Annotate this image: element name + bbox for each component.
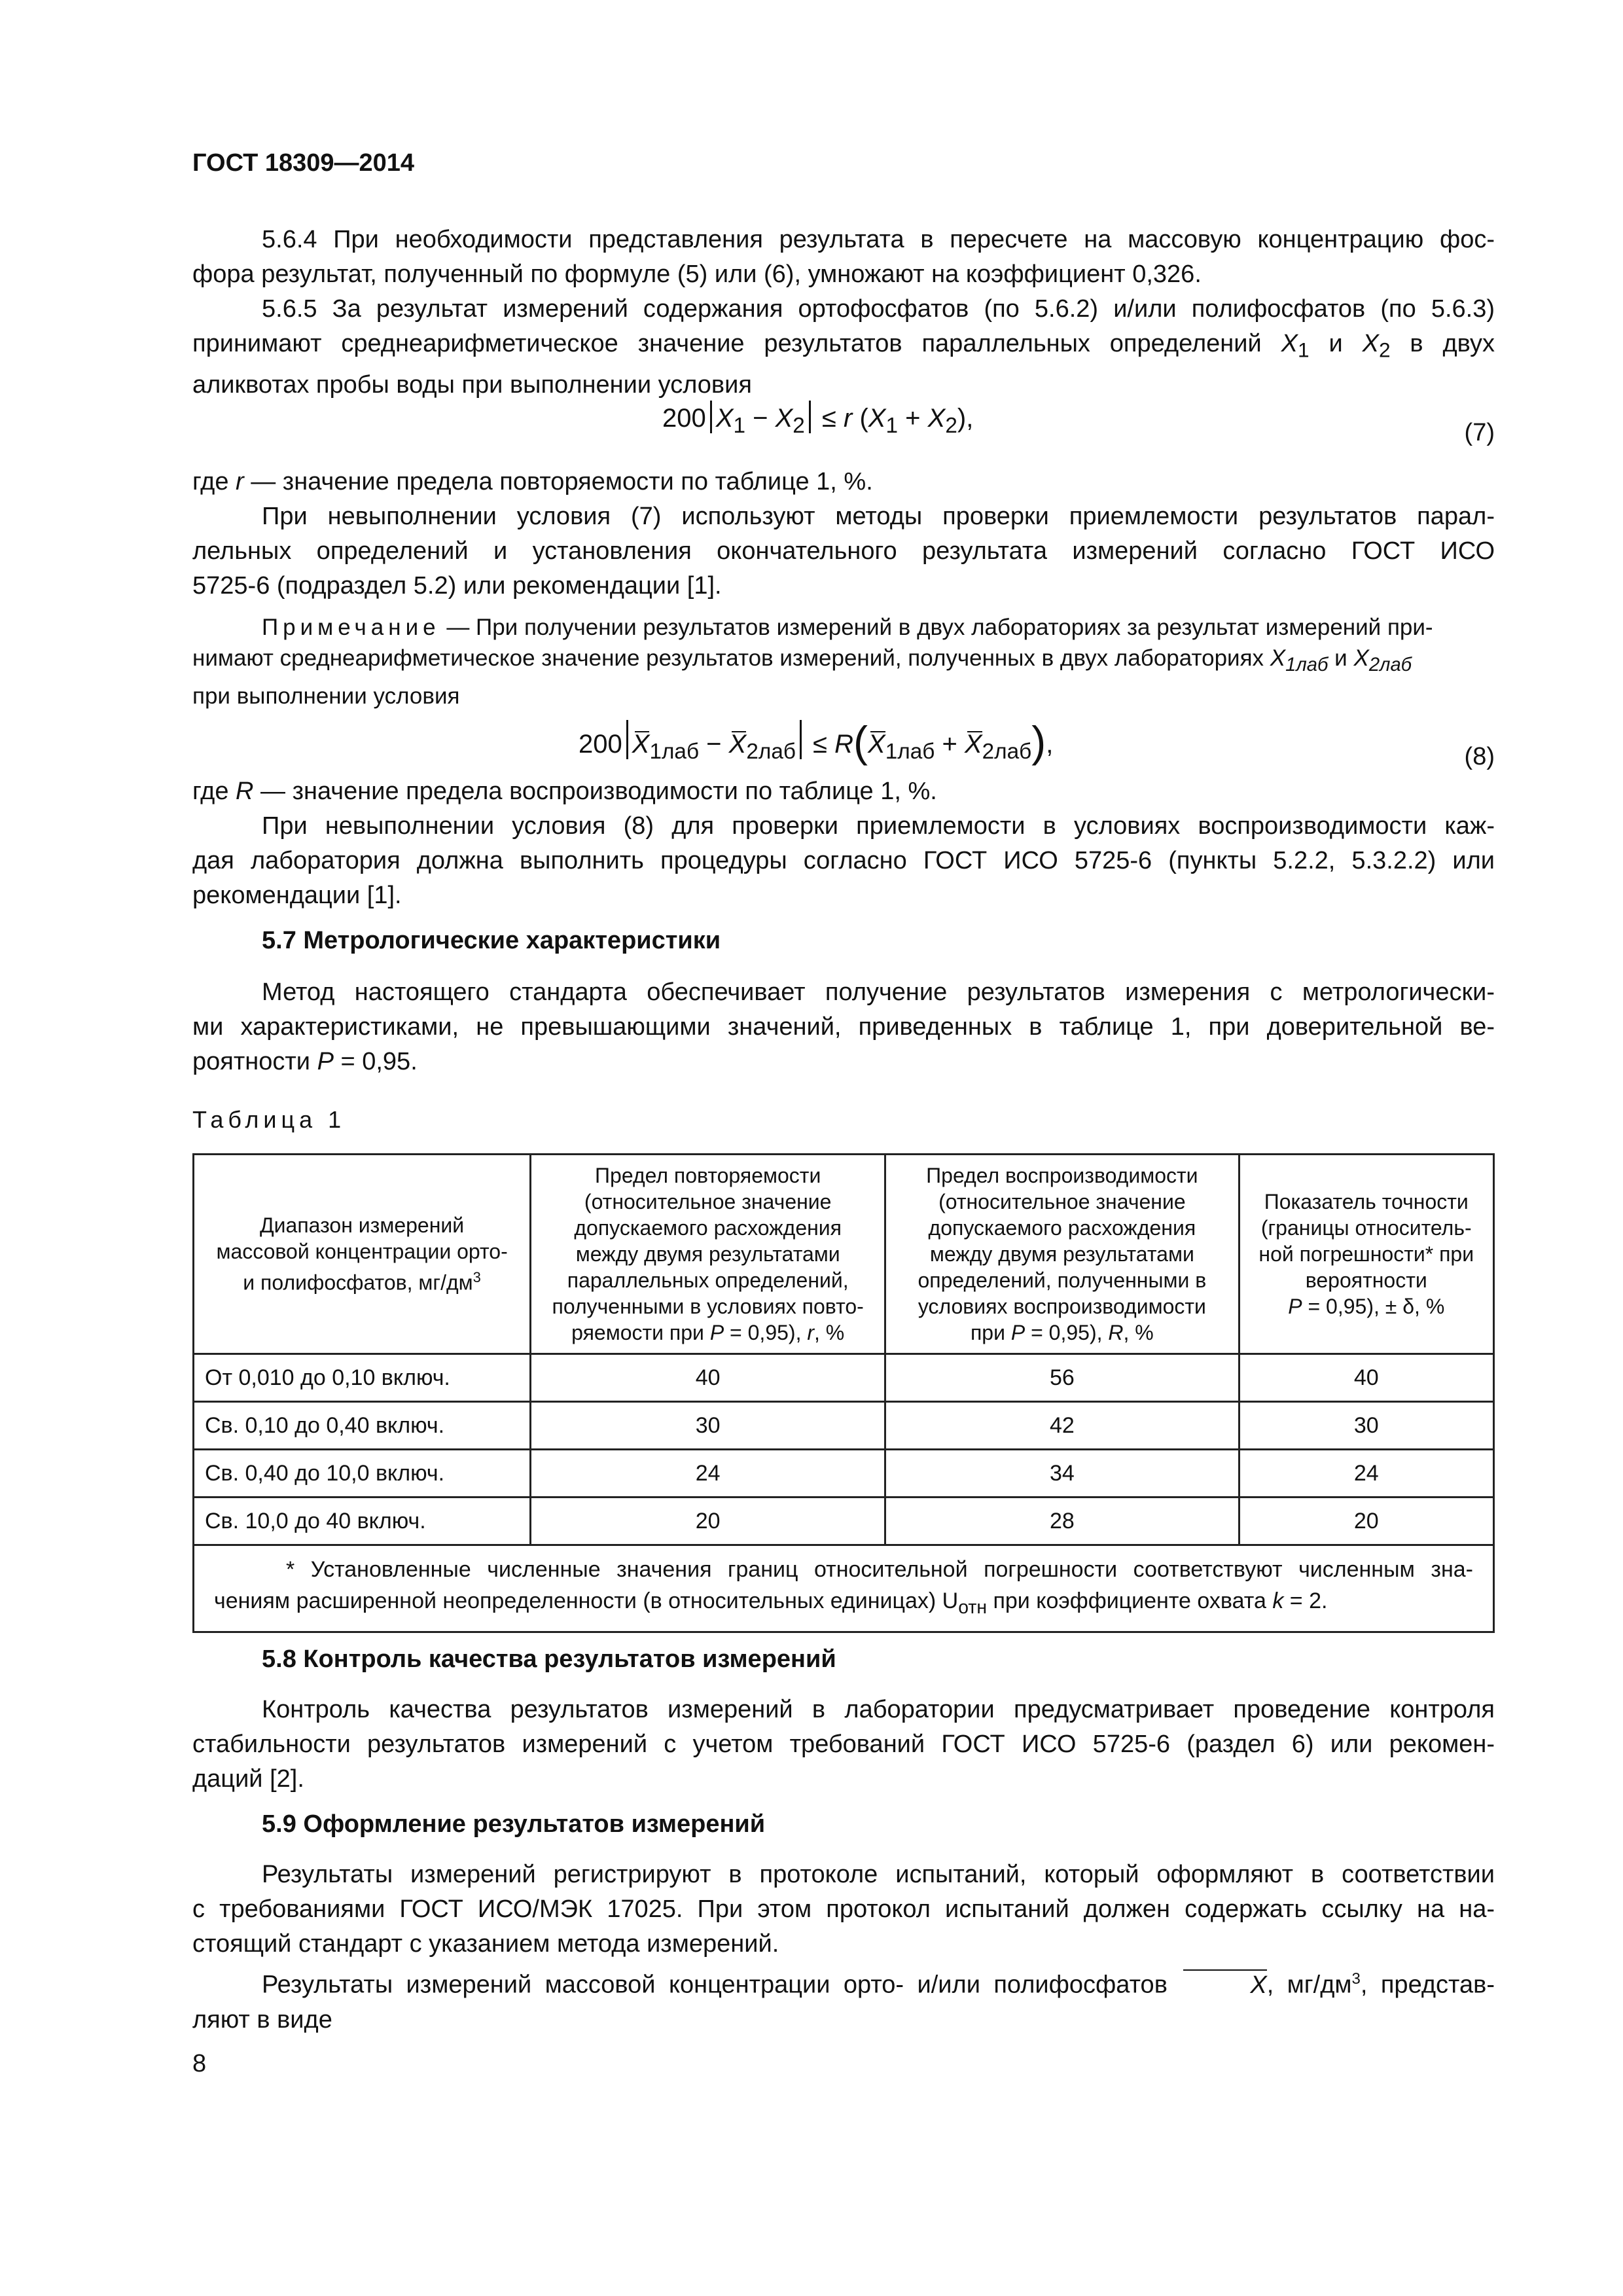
paragraph-5-6-4	[192, 223, 1495, 292]
text-line: ляют в виде	[192, 2005, 332, 2034]
table-row: Св. 10,0 до 40 включ. 20 28 20	[194, 1498, 1494, 1545]
section-heading-5-7: 5.7 Метрологические характеристики	[262, 927, 721, 954]
paragraph-5-9	[192, 1857, 1495, 2037]
text-line: стабильности результатов измерений с учетом требований ГОСТ ИСО 5725-6 (раздел 6) или рекомен-	[192, 1731, 1495, 1758]
table-header-row	[194, 1155, 1494, 1354]
table-footnote: * Установленные численные значения границ относительной погрешности соответствуют численным зна- чениям расширенной неопределенности (в относительных единицах) $U_{отн}$ при коэффициенте охвата k = 2.	[194, 1545, 1494, 1632]
text-line: ми характеристиками, не превышающими значений, приведенных в таблице 1, при доверительной ве-	[192, 1013, 1495, 1041]
col-header-reproducibility: Предел воспроизводимости (относительное значение допускаемого расхождения между двумя результатами определений, полученными в условиях воспроизводимости при P = 0,95), R, %	[885, 1155, 1239, 1354]
text-line: Контроль качества результатов измерений в лаборатории предусматривает проведение контроля	[262, 1696, 1495, 1723]
text-line: дая лаборатория должна выполнить процедуры согласно ГОСТ ИСО 5725-6 (пункты 5.2.2, 5.3.2.2) или	[192, 847, 1495, 874]
section-heading-5-9: 5.9 Оформление результатов измерений	[262, 1810, 766, 1838]
text-line: стоящий стандарт с указанием метода измерений.	[192, 1930, 779, 1958]
text-line: фора результат, полученный по формуле (5) или (6), умножают на коэффициент 0,326.	[192, 260, 1202, 288]
text-line: Метод настоящего стандарта обеспечивает получение результатов измерения с метрологически-	[262, 978, 1495, 1006]
paragraph-5-7	[192, 975, 1495, 1079]
section-heading-5-8: 5.8 Контроль качества результатов измерений	[262, 1645, 836, 1673]
col-header-accuracy: Показатель точности (границы относитель- ной погрешности* при вероятности P = 0,95), ± δ, %	[1239, 1155, 1494, 1354]
text-line: роятности P = 0,95.	[192, 1048, 418, 1075]
text-line: Примечание — При получении результатов измерений в двух лабораториях за результат измерений при-	[262, 615, 1433, 640]
x2-symbol: X	[1362, 330, 1379, 357]
text-line: 5.6.5 За результат измерений содержания ортофосфатов (по 5.6.2) и/или полифосфатов (по 5.6.3)	[262, 295, 1495, 323]
text-line: даций [2].	[192, 1765, 304, 1793]
table-caption: Таблица 1	[192, 1106, 346, 1133]
paragraph-fail-7	[192, 499, 1495, 603]
x1-symbol: X	[1281, 330, 1298, 357]
table-1	[192, 1153, 1495, 1633]
col-header-repeatability: Предел повторяемости (относительное значение допускаемого расхождения между двумя результатами параллельных определений, полученными в условиях повто- ряемости при P = 0,95), r, %	[531, 1155, 885, 1354]
text-line: принимают среднеарифметическое значение результатов параллельных определений $X_1$ и $X_2$ в двух	[192, 330, 1495, 362]
where-R-line: где R — значение предела воспроизводимости по таблице 1, %.	[192, 778, 937, 805]
document-header: ГОСТ 18309—2014	[192, 149, 415, 177]
formula-8: 200 $X_{1лаб} - X_{2лаб} \le R(X_{1лаб} + X_{2лаб})$,	[579, 717, 1054, 766]
paragraph-fail-8	[192, 809, 1495, 913]
formula-7: 200 $X_1 - X_2 \le r$ $(X_1 + X_2)$,	[662, 401, 973, 439]
paragraph-5-8	[192, 1693, 1495, 1797]
text-line: 5.6.4 При необходимости представления результата в пересчете на массовую концентрацию фос-	[262, 226, 1495, 253]
note-block	[192, 612, 1495, 711]
text-line: лельных определений и установления окончательного результата измерений согласно ГОСТ ИСО	[192, 537, 1495, 565]
where-r-line: где r — значение предела повторяемости по таблице 1, %.	[192, 468, 873, 495]
text-line: Результаты измерений регистрируют в протоколе испытаний, который оформляют в соответствии	[262, 1861, 1495, 1888]
equation-number-8: (8)	[1464, 743, 1495, 770]
table-row: Св. 0,40 до 10,0 включ. 24 34 24	[194, 1450, 1494, 1498]
text-line: аликвотах пробы воды при выполнении условия	[192, 370, 752, 399]
table-row: Св. 0,10 до 0,40 включ. 30 42 30	[194, 1402, 1494, 1450]
paragraph-5-6-5	[192, 292, 1495, 403]
page-number: 8	[192, 2050, 207, 2077]
text-line: нимают среднеарифметическое значение результатов измерений, полученных в двух лабораториях $X_{1лаб}$ и $X_{2лаб}$	[192, 645, 1412, 675]
col-header-range: Диапазон измерений массовой концентрации орто- и полифосфатов, $мг/дм^3$	[194, 1155, 531, 1354]
text-line: Результаты измерений массовой концентрации орто- и/или полифосфатов X, $мг/дм^3$, представ-	[192, 1962, 1495, 2003]
text-line: с требованиями ГОСТ ИСО/МЭК 17025. При этом протокол испытаний должен содержать ссылку на на-	[192, 1895, 1495, 1923]
note-label: Примечание	[262, 615, 440, 640]
table-footnote-row	[194, 1545, 1494, 1632]
text-line: 5725-6 (подраздел 5.2) или рекомендации [1].	[192, 572, 722, 600]
text-line: При невыполнении условия (8) для проверки приемлемости в условиях воспроизводимости каж-	[262, 812, 1495, 840]
table-row: От 0,010 до 0,10 включ. 40 56 40	[194, 1354, 1494, 1402]
equation-number-7: (7)	[1464, 419, 1495, 446]
text-line: рекомендации [1].	[192, 882, 402, 909]
text-line: при выполнении условия	[192, 683, 460, 709]
text-line: При невыполнении условия (7) используют методы проверки приемлемости результатов парал-	[262, 503, 1495, 530]
